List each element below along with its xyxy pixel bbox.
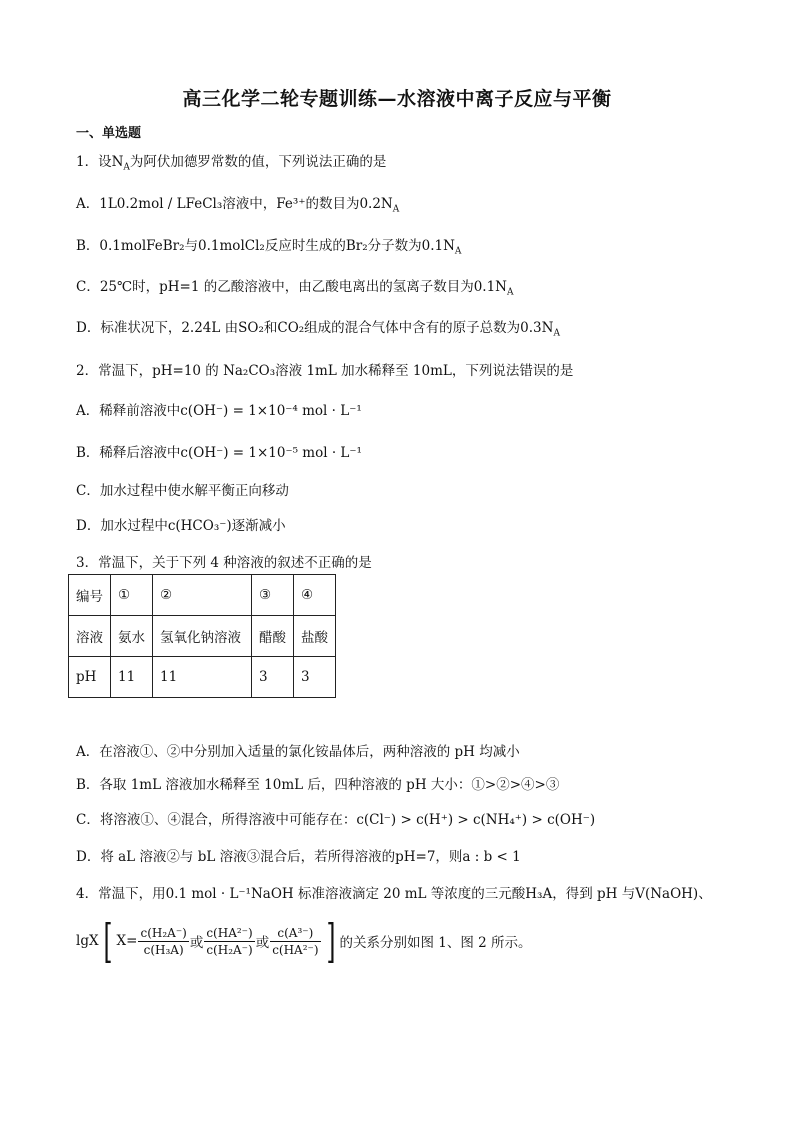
or-word: 或 bbox=[189, 935, 204, 951]
table-cell: 3 bbox=[252, 657, 294, 698]
q1-stem-sub: A bbox=[123, 162, 130, 173]
table-row bbox=[69, 657, 336, 698]
q4-formula bbox=[76, 914, 532, 968]
table-cell: ④ bbox=[294, 575, 336, 616]
q1-option-a-text: A．1L0.2mol / LFeCl₃溶液中，Fe³⁺的数目为0.2N bbox=[76, 196, 393, 212]
fraction-2-numerator: c(HA²⁻) bbox=[206, 925, 253, 940]
q3-option-d: D．将 aL 溶液②与 bL 溶液③混合后，若所得溶液的pH=7，则a : b < 1 bbox=[76, 849, 521, 865]
table-cell: pH bbox=[69, 657, 111, 698]
fraction-3-denominator: c(HA²⁻) bbox=[272, 942, 319, 957]
table-cell: ② bbox=[153, 575, 252, 616]
q3-option-b: B．各取 1mL 溶液加水稀释至 10mL 后，四种溶液的 pH 大小：①>②>④>③ bbox=[76, 777, 560, 793]
table-cell: 氢氧化钠溶液 bbox=[153, 616, 252, 657]
fraction-1-numerator: c(H₂A⁻) bbox=[140, 925, 187, 940]
q2-stem: 2．常温下，pH=10 的 Na₂CO₃溶液 1mL 加水稀释至 10mL，下列说法错误的是 bbox=[76, 363, 574, 379]
right-bracket: ] bbox=[326, 914, 336, 968]
fraction-1 bbox=[138, 926, 188, 957]
q1-option-d bbox=[76, 316, 560, 339]
table-cell: 氨水 bbox=[111, 616, 153, 657]
q1-stem-text: 1．设N bbox=[76, 154, 124, 170]
fraction-2-denominator: c(H₂A⁻) bbox=[206, 942, 253, 957]
q1-stem-rest: 为阿伏加德罗常数的值，下列说法正确的是 bbox=[129, 154, 387, 170]
table-cell: 醋酸 bbox=[252, 616, 294, 657]
q3-option-c: C．将溶液①、④混合，所得溶液中可能存在：c(Cl⁻) > c(H⁺) > c(NH₄⁺) > c(OH⁻) bbox=[76, 812, 596, 828]
q4-stem: 4．常温下，用0.1 mol · L⁻¹NaOH 标准溶液滴定 20 mL 等浓度的三元酸H₃A，得到 pH 与V(NaOH)、 bbox=[76, 886, 712, 902]
q1-stem bbox=[76, 150, 387, 173]
fraction-2 bbox=[204, 926, 254, 957]
q2-option-c: C．加水过程中使水解平衡正向移动 bbox=[76, 483, 289, 499]
q4-tail: 的关系分别如图 1、图 2 所示。 bbox=[339, 935, 532, 951]
page-title: 高三化学二轮专题训练—水溶液中离子反应与平衡 bbox=[182, 88, 612, 110]
q1-option-c-text: C．25℃时，pH=1 的乙酸溶液中，由乙酸电离出的氢离子数目为0.1N bbox=[76, 279, 507, 295]
q1-option-d-sub: A bbox=[553, 328, 560, 339]
table-cell: 编号 bbox=[69, 575, 111, 616]
q3-table bbox=[68, 574, 336, 698]
table-cell: ① bbox=[111, 575, 153, 616]
q2-option-d: D．加水过程中c(HCO₃⁻)逐渐减小 bbox=[76, 518, 286, 534]
q1-option-b-text: B．0.1molFeBr₂与0.1molCl₂反应时生成的Br₂分子数为0.1N bbox=[76, 238, 455, 254]
q1-option-a bbox=[76, 192, 400, 215]
q4-x-eq: X= bbox=[116, 933, 138, 949]
table-cell: 3 bbox=[294, 657, 336, 698]
q4-lgx: lgX bbox=[76, 933, 99, 949]
q1-option-b-sub: A bbox=[454, 246, 462, 257]
or-word: 或 bbox=[255, 935, 270, 951]
q1-option-c bbox=[76, 275, 514, 298]
table-cell: 溶液 bbox=[69, 616, 111, 657]
q2-option-a: A．稀释前溶液中c(OH⁻) = 1×10⁻⁴ mol · L⁻¹ bbox=[76, 403, 362, 419]
q1-option-a-sub: A bbox=[392, 204, 400, 215]
section-heading: 一、单选题 bbox=[76, 126, 142, 141]
fraction-3 bbox=[270, 926, 320, 957]
q3-option-a: A．在溶液①、②中分别加入适量的氯化铵晶体后，两种溶液的 pH 均减小 bbox=[76, 744, 520, 760]
table-cell: 11 bbox=[153, 657, 252, 698]
table-cell: ③ bbox=[252, 575, 294, 616]
q1-option-d-text: D．标准状况下，2.24L 由SO₂和CO₂组成的混合气体中含有的原子总数为0.3N bbox=[76, 320, 554, 336]
fraction-1-denominator: c(H₃A) bbox=[143, 942, 184, 957]
table-cell: 盐酸 bbox=[294, 616, 336, 657]
left-bracket: [ bbox=[103, 914, 113, 968]
table-row bbox=[69, 575, 336, 616]
q3-stem: 3．常温下，关于下列 4 种溶液的叙述不正确的是 bbox=[76, 555, 372, 571]
q2-option-b: B．稀释后溶液中c(OH⁻) = 1×10⁻⁵ mol · L⁻¹ bbox=[76, 445, 362, 461]
q1-option-c-sub: A bbox=[507, 287, 514, 298]
fraction-3-numerator: c(A³⁻) bbox=[270, 926, 320, 942]
q1-option-b bbox=[76, 234, 462, 257]
table-row bbox=[69, 616, 336, 657]
table-cell: 11 bbox=[111, 657, 153, 698]
